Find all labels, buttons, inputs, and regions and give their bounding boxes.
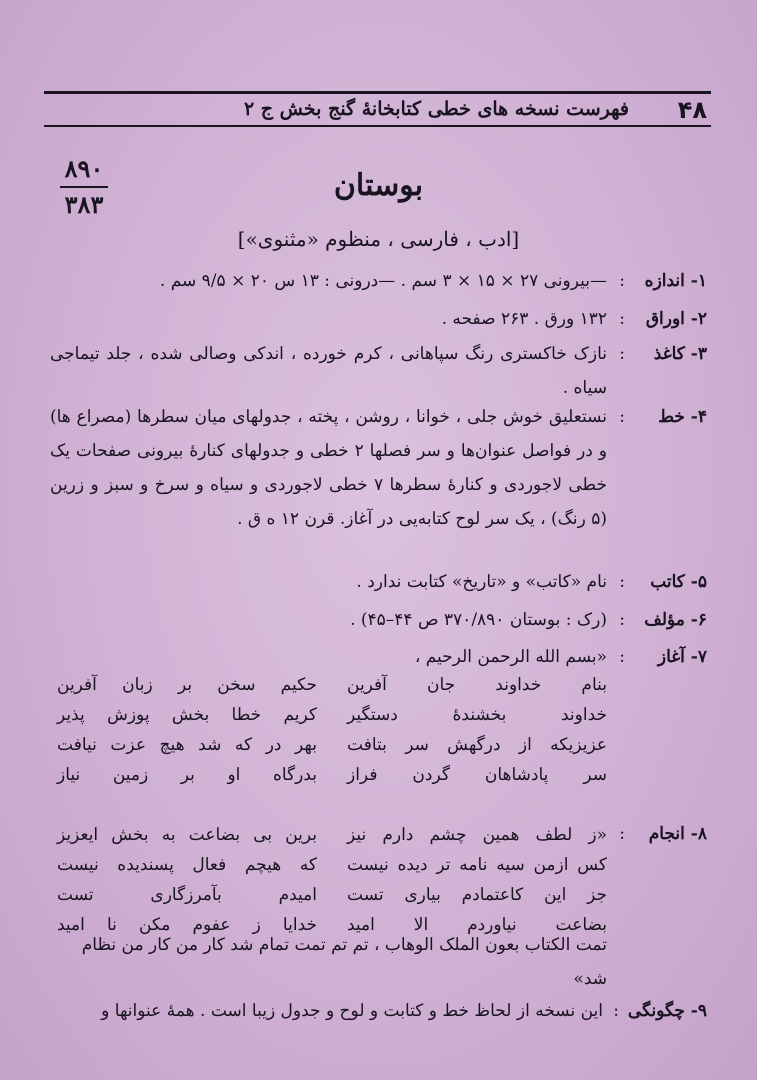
- field-text: (رک : بوستان ۳۷۰/۸۹۰ ص ۴۴–۴۵) .: [350, 610, 607, 630]
- field-label: ۳- کاغذ: [653, 344, 707, 364]
- field-size: [50, 264, 707, 298]
- field-author: [50, 603, 707, 637]
- verse-line: کریم خطا بخش پوزش پذیر: [57, 705, 317, 725]
- field-label: ۸- انجام: [648, 824, 707, 844]
- verse-line: «ز لطف همین چشم دارم نیز: [347, 825, 607, 845]
- field-text: —بیرونی ۲۷ × ۱۵ × ۳ سم . —درونی : ۱۳ س ۲۰ × ۹/۵ سم .: [159, 271, 607, 291]
- verse-line: بدرگاه او بر زمین نیاز: [57, 765, 317, 785]
- running-header-title: فهرست نسخه های خطی کتابخانهٔ گنج بخش ج ۲: [243, 98, 629, 120]
- field-text: «بسم الله الرحمن الرحیم ،: [414, 647, 607, 667]
- catalog-ref-top: ۸۹۰: [64, 154, 104, 183]
- field-text: ۱۳۲ ورق . ۲۶۳ صفحه .: [441, 309, 607, 329]
- field-leaves: [50, 302, 707, 336]
- field-label: ۴- خط: [658, 407, 707, 427]
- verse-line: برین بی بضاعت به بخش ایعزیز: [57, 825, 317, 845]
- field-colon: :: [619, 309, 625, 329]
- verse-column-right: [347, 820, 607, 940]
- field-colon: :: [619, 610, 625, 630]
- field-colon: :: [619, 572, 625, 592]
- field-quality: [50, 994, 707, 1028]
- field-paper: [50, 337, 707, 405]
- field-text: این نسخه از لحاظ خط و کتابت و لوح و جدول زیبا است . همهٔ عنوانها و: [101, 1001, 603, 1021]
- verse-line: بنام خداوند جان آفرین: [347, 675, 607, 695]
- verse-line: بضاعت نیاوردم الا امید: [347, 915, 607, 935]
- field-scribe: [50, 565, 707, 599]
- verse-column-right: [347, 670, 607, 790]
- book-title: بوستان: [333, 168, 424, 203]
- field-label: ۵- کاتب: [650, 572, 707, 592]
- field-colon: :: [619, 407, 625, 427]
- page-number: ۴۸: [677, 96, 707, 124]
- field-colon: :: [613, 1001, 619, 1021]
- verse-line: سر پادشاهان گردن فراز: [347, 765, 607, 785]
- header-rule-top: [44, 91, 711, 94]
- verse-line: امیدم بآمرزگاری تست: [57, 885, 317, 905]
- verse-line: که هیچم فعال پسندیده نیست: [57, 855, 317, 875]
- field-label: ۲- اوراق: [645, 309, 707, 329]
- verse-line: جز این کاعتمادم بیاری تست: [347, 885, 607, 905]
- verse-line: حکیم سخن بر زبان آفرین: [57, 675, 317, 695]
- field-beginning: [50, 640, 707, 674]
- field-text: نازک خاکستری رنگ سپاهانی ، کرم خورده ، اندکی وصالی شده ، جلد تیماجی سیاه .: [50, 344, 607, 398]
- field-script: [50, 400, 707, 536]
- header-rule-bottom: [44, 125, 711, 127]
- book-subject: [ادب ، فارسی ، منظوم «مثنوی»]: [237, 227, 520, 251]
- field-colon: :: [619, 271, 625, 291]
- field-label: ۷- آغاز: [657, 647, 707, 667]
- opening-verses: [0, 670, 757, 800]
- field-colon: :: [619, 647, 625, 667]
- verse-line: عزیزیکه از درگهش سر بتافت: [347, 735, 607, 755]
- verse-column-left: [57, 820, 317, 940]
- verse-line: خداوند بخشندهٔ دستگیر: [347, 705, 607, 725]
- field-label: ۱- اندازه: [644, 271, 707, 291]
- verse-line: خدایا ز عفوم مکن نا امید: [57, 915, 317, 935]
- field-colon: :: [619, 824, 625, 844]
- colophon-text: تمت الکتاب بعون الملک الوهاب ، تم تم تمت تمام شد کار من کار من نظام شد»: [81, 935, 607, 989]
- verse-line: بهر در که شد هیچ عزت نیافت: [57, 735, 317, 755]
- catalog-ref-bottom: ۳۸۳: [64, 189, 104, 219]
- field-colon: :: [619, 344, 625, 364]
- field-label: ۹- چگونگی: [627, 1001, 707, 1021]
- field-text: نام «کاتب» و «تاریخ» کتابت ندارد .: [356, 572, 607, 592]
- field-label: ۶- مؤلف: [644, 610, 707, 630]
- verse-line: کس ازمن سیه نامه تر دیده نیست: [347, 855, 607, 875]
- field-text: نستعلیق خوش جلی ، خوانا ، روشن ، پخته ، جدولهای میان سطرها (مصراع ها) و در فواصل عنوان‌ها و سر فصلها ۲ خطی و جدولهای کنارهٔ بیرونی صفحات یک خطی لاجوردی و کنارهٔ سطرها ۷ خطی لاجوردی و سیاه و سرخ و سبز و زرین (۵ رنگ) ، یک سر لوح کتابه‌یی در آغاز. قرن ۱۲ ه ق .: [50, 407, 607, 529]
- verse-column-left: [57, 670, 317, 790]
